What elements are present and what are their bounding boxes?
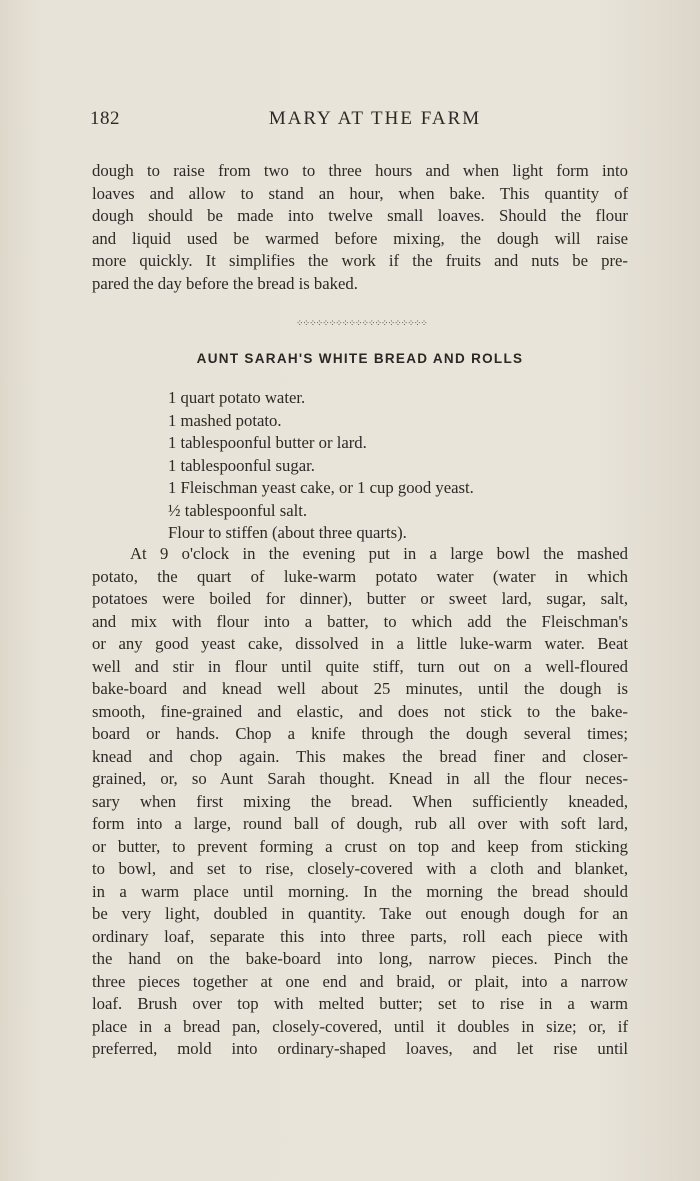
text-line: potatoes were boiled for dinner), butter or sweet lard, sugar, salt, bbox=[92, 589, 628, 608]
recipe-title: AUNT SARAH'S WHITE BREAD AND ROLLS bbox=[196, 351, 524, 366]
text-line: in a warm place until morning. In the morning the bread should bbox=[92, 881, 628, 901]
text-line: loaves and allow to stand an hour, when bake. This quantity of bbox=[92, 183, 628, 203]
text-line: potato, the quart of luke-warm potato water (water in which bbox=[92, 566, 628, 586]
text-line: ordinary loaf, separate this into three parts, roll each piece with bbox=[92, 926, 628, 946]
text-line: knead and chop again. This makes the bread finer and closer- bbox=[92, 746, 628, 766]
text-line: form into a large, round ball of dough, rub all over with soft lard, bbox=[92, 814, 628, 833]
text-line: three pieces together at one end and braid, or plait, into a narrow bbox=[92, 971, 628, 991]
continued-paragraph bbox=[92, 160, 628, 295]
text-line: sary when first mixing the bread. When sufficiently kneaded, bbox=[92, 791, 628, 811]
text-line: the hand on the bake-board into long, narrow pieces. Pinch the bbox=[92, 949, 628, 968]
text-line: At 9 o'clock in the evening put in a large bowl the mashed bbox=[130, 544, 628, 563]
ingredient-item: 1 Fleischman yeast cake, or 1 cup good yeast. bbox=[168, 478, 474, 497]
text-line: or any good yeast cake, dissolved in a little luke-warm water. Beat bbox=[92, 634, 628, 653]
section-divider-ornament: ⁘⁘⁘⁘⁘⁘⁘⁘⁘⁘⁘⁘⁘⁘⁘⁘⁘⁘⁘⁘ bbox=[296, 318, 427, 328]
ingredient-list bbox=[168, 387, 628, 545]
text-line: bake-board and knead well about 25 minutes, until the dough is bbox=[92, 679, 628, 698]
text-line: place in a bread pan, closely-covered, until it doubles in size; or, if bbox=[92, 1016, 628, 1036]
text-line: loaf. Brush over top with melted butter; set to rise in a warm bbox=[92, 994, 628, 1013]
page-header bbox=[90, 108, 630, 138]
text-line: be very light, doubled in quantity. Take out enough dough for an bbox=[92, 904, 628, 923]
text-line: or butter, to prevent forming a crust on top and keep from sticking bbox=[92, 836, 628, 856]
ingredient-item: 1 quart potato water. bbox=[168, 388, 306, 407]
page-number: 182 bbox=[90, 108, 120, 129]
text-line: grained, or, so Aunt Sarah thought. Knead in all the flour neces- bbox=[92, 769, 628, 788]
text-line: board or hands. Chop a knife through the dough several times; bbox=[92, 724, 628, 743]
text-line: more quickly. It simplifies the work if the fruits and nuts be pre- bbox=[92, 251, 628, 270]
text-line: preferred, mold into ordinary-shaped loaves, and let rise until bbox=[92, 1039, 628, 1058]
running-title: MARY AT THE FARM bbox=[268, 108, 482, 129]
text-line: smooth, fine-grained and elastic, and does not stick to the bake- bbox=[92, 701, 628, 721]
text-line: well and stir in flour until quite stiff, turn out on a well-floured bbox=[92, 656, 628, 676]
ingredient-item: 1 tablespoonful butter or lard. bbox=[168, 433, 367, 452]
recipe-instructions bbox=[92, 543, 628, 1061]
text-line: dough to raise from two to three hours and when light form into bbox=[92, 161, 628, 180]
text-line: and mix with flour into a batter, to which add the Fleischman's bbox=[92, 611, 628, 631]
text-line: dough should be made into twelve small loaves. Should the flour bbox=[92, 206, 628, 225]
text-line: to bowl, and set to rise, closely-covered with a cloth and blanket, bbox=[92, 859, 628, 878]
ingredient-item: 1 mashed potato. bbox=[168, 410, 282, 430]
text-line: pared the day before the bread is baked. bbox=[92, 273, 358, 293]
ingredient-item: Flour to stiffen (about three quarts). bbox=[168, 523, 407, 542]
text-line: and liquid used be warmed before mixing, the dough will raise bbox=[92, 228, 628, 248]
ingredient-item: 1 tablespoonful sugar. bbox=[168, 455, 315, 475]
ingredient-item: ½ tablespoonful salt. bbox=[168, 500, 308, 520]
